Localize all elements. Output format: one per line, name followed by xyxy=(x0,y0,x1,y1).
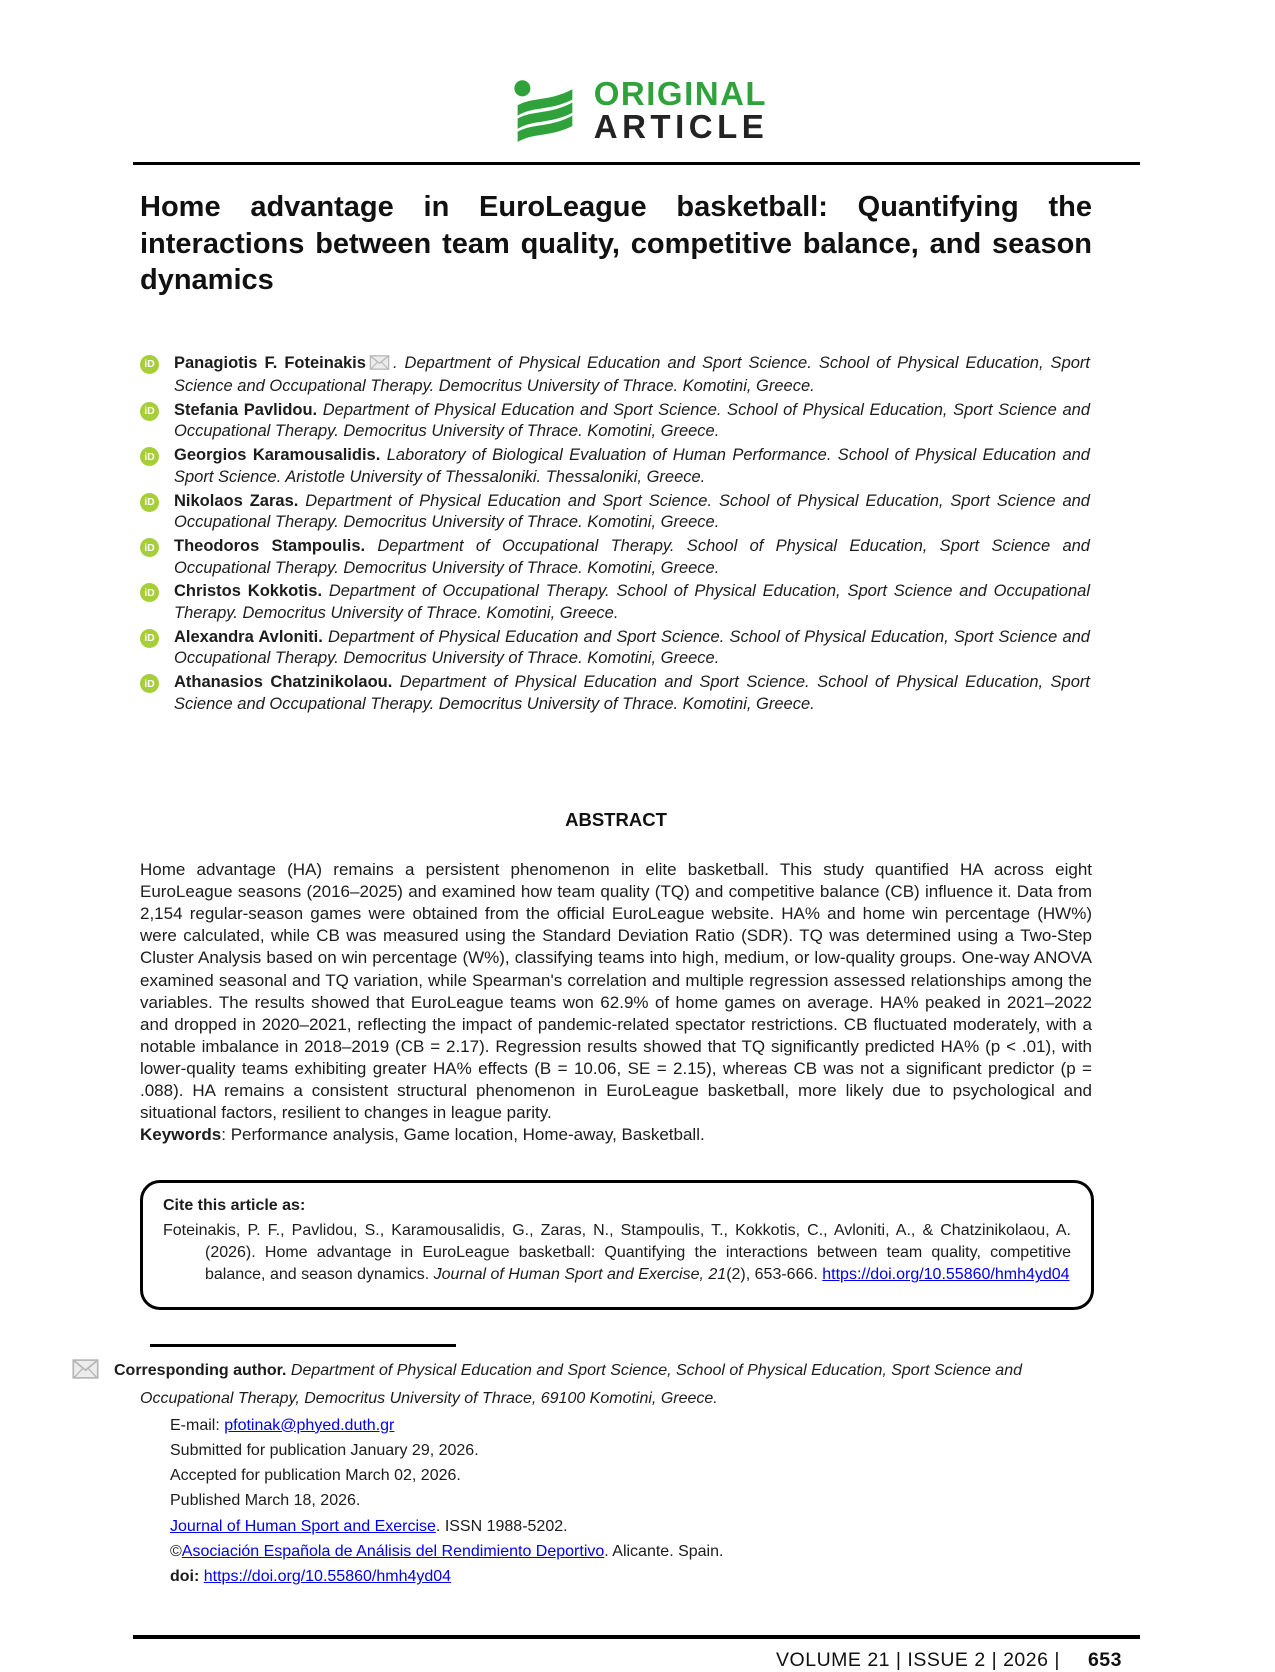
corresponding-author-line xyxy=(114,1359,1110,1411)
published-line: Published March 18, 2026. xyxy=(170,1492,361,1510)
orcid-icon[interactable]: iD xyxy=(140,674,159,693)
doi-link[interactable]: https://doi.org/10.55860/hmh4yd04 xyxy=(203,1568,452,1586)
journal-link[interactable]: Journal of Human Sport and Exercise xyxy=(170,1517,436,1535)
author-name: Panagiotis F. Foteinakis xyxy=(174,353,366,372)
orcid-icon[interactable]: iD xyxy=(140,583,159,602)
keywords-text: : Performance analysis, Game location, Home-away, Basketball. xyxy=(221,1125,705,1145)
footnote-separator xyxy=(150,1344,456,1347)
cite-box-label: Cite this article as: xyxy=(163,1197,306,1215)
author-row xyxy=(140,491,1140,534)
author-name: Stefania Pavlidou. xyxy=(174,400,318,419)
corresponding-affiliation: Department of Physical Education and Sport Science, School of Physical Education, Sport Science and Occupational Therapy, Democritus University of Thrace, 69100 Komotini, Greece. xyxy=(140,1361,1022,1407)
author-name: Georgios Karamousalidis. xyxy=(174,446,381,465)
author-entry xyxy=(174,627,1090,670)
author-affiliation: . Department of Physical Education and Sport Science. School of Physical Education, Sport Science and Occupational Therapy. Democritus University of Thrace. Komotini, Greece. xyxy=(174,353,1090,396)
author-entry xyxy=(174,400,1090,443)
page-number: 653 xyxy=(1087,1649,1122,1672)
journal-line xyxy=(170,1514,1140,1539)
author-name: Athanasios Chatzinikolaou. xyxy=(174,673,393,692)
author-row xyxy=(140,445,1140,488)
author-affiliation: Department of Physical Education and Sport Science. School of Physical Education, Sport Science and Occupational Therapy. Democritus University of Thrace. Komotini, Greece. xyxy=(174,400,1090,441)
author-entry xyxy=(174,353,1090,398)
copyright-line xyxy=(170,1539,1140,1564)
author-list xyxy=(140,353,1140,716)
author-row xyxy=(140,581,1140,624)
journal-issn: . ISSN 1988-5202. xyxy=(435,1517,568,1535)
submitted-line: Submitted for publication January 29, 2026. xyxy=(170,1441,479,1459)
abstract-heading: ABSTRACT xyxy=(565,809,667,831)
publication-details xyxy=(170,1413,1140,1590)
copyright-symbol: © xyxy=(170,1542,182,1560)
keywords-line xyxy=(140,1124,1092,1146)
author-name: Theodoros Stampoulis. xyxy=(174,537,366,556)
accepted-line: Accepted for publication March 02, 2026. xyxy=(170,1467,461,1485)
author-affiliation: Department of Physical Education and Sport Science. School of Physical Education, Sport Science and Occupational Therapy. Democritus University of Thrace. Komotini, Greece. xyxy=(174,673,1090,713)
orcid-icon[interactable]: iD xyxy=(140,538,159,557)
page-title: Home advantage in EuroLeague basketball: Quantifying the interactions between team quality, competitive balance, and season dynamics xyxy=(140,191,1092,297)
corresponding-label: Corresponding author. xyxy=(114,1361,287,1379)
author-entry xyxy=(174,581,1090,624)
author-entry xyxy=(174,536,1090,579)
orcid-icon[interactable]: iD xyxy=(140,355,159,374)
author-affiliation: Laboratory of Biological Evaluation of Human Performance. School of Physical Education and Sport Science. Aristotle University of Thessaloniki. Thessaloniki, Greece. xyxy=(174,446,1090,486)
orcid-icon[interactable]: iD xyxy=(140,493,159,512)
author-affiliation: Department of Occupational Therapy. School of Physical Education, Sport Science and Occupational Therapy. Democritus University of Thrace. Komotini, Greece. xyxy=(174,537,1090,577)
badge-line-original: ORIGINAL xyxy=(593,75,768,112)
citation-text xyxy=(163,1220,1071,1286)
author-row xyxy=(140,400,1140,443)
author-affiliation: Department of Physical Education and Sport Science. School of Physical Education, Sport Science and Occupational Therapy. Democritus University of Thrace. Komotini, Greece. xyxy=(174,627,1090,668)
volume-issue-text: VOLUME 21 | ISSUE 2 | 2026 | xyxy=(776,1649,1060,1672)
abstract-body: Home advantage (HA) remains a persistent phenomenon in elite basketball. This study quantified HA across eight EuroLeague seasons (2016–2025) and examined how team quality (TQ) and competitive balance (CB) influence it. Data from 2,154 regular-season games were obtained from the official EuroLeague website. HA% and home win percentage (HW%) were calculated, while CB was measured using the Standard Deviation Ratio (SDR). TQ was determined using a Two-Step Cluster Analysis based on win percentage (W%), classifying teams into high, medium, or low-quality groups. One-way ANOVA examined seasonal and TQ variation, while Spearman's correlation and multiple regression assessed relationships among the variables. The results showed that EuroLeague teams won 62.9% of home games on average. HA% peaked in 2021–2022 and dropped in 2020–2021, reflecting the impact of pandemic-related spectator restrictions. CB fluctuated moderately, with a notable imbalance in 2018–2019 (CB = 2.17). Regression results showed that TQ significantly predicted HA% (p < .01), with lower-quality teams exhibiting greater HA% effects (B = 10.06, SE = 2.15), whereas CB was not a significant predictor (p = .088). HA remains a consistent structural phenomenon in EuroLeague basketball, more likely due to psychological and situational factors, resilient to changes in league parity. xyxy=(140,860,1092,1123)
citation-pages: (2), 653-666. xyxy=(726,1266,823,1284)
orcid-icon[interactable]: iD xyxy=(140,629,159,648)
orcid-icon[interactable]: iD xyxy=(140,402,159,421)
author-affiliation: Department of Occupational Therapy. School of Physical Education, Sport Science and Occupational Therapy. Democritus University of Thrace. Komotini, Greece. xyxy=(174,582,1090,622)
association-location: . Alicante. Spain. xyxy=(604,1542,724,1560)
email-line xyxy=(170,1413,1140,1438)
author-name: Nikolaos Zaras. xyxy=(174,491,299,510)
doi-label: doi: xyxy=(170,1568,204,1586)
orcid-icon[interactable]: iD xyxy=(140,447,159,466)
journal-badge xyxy=(140,70,1140,150)
journal-logo-icon xyxy=(512,77,578,143)
keywords-label: Keywords xyxy=(140,1125,222,1145)
journal-badge-wordmark xyxy=(594,77,769,143)
cite-box xyxy=(140,1180,1094,1309)
badge-line-article: ARTICLE xyxy=(593,108,769,145)
citation-doi-link[interactable]: https://doi.org/10.55860/hmh4yd04 xyxy=(822,1266,1070,1284)
email-label: E-mail: xyxy=(170,1416,225,1434)
email-envelope-icon[interactable] xyxy=(369,355,390,376)
doi-line xyxy=(170,1564,1140,1589)
footer-rule xyxy=(133,1635,1140,1639)
association-link[interactable]: Asociación Española de Análisis del Rendimiento Deportivo xyxy=(181,1542,605,1560)
author-row xyxy=(140,627,1140,670)
header-rule xyxy=(133,162,1140,165)
author-row xyxy=(140,536,1140,579)
email-link[interactable]: pfotinak@phyed.duth.gr xyxy=(224,1416,395,1434)
author-name: Christos Kokkotis. xyxy=(174,582,323,601)
author-entry xyxy=(174,491,1090,534)
citation-journal: Journal of Human Sport and Exercise, 21 xyxy=(433,1266,727,1284)
author-entry xyxy=(174,672,1090,715)
author-entry xyxy=(174,445,1090,488)
author-row xyxy=(140,353,1140,398)
citation-authors: Foteinakis, P. F., Pavlidou, S., Karamousalidis, G., Zaras, N., Stampoulis, T., Kokkotis, C., Avloniti, A., & Chatzinikolaou, A. (2026). Home advantage in EuroLeague basketball: Quantifying the interactions between team quality, competitive balance, and season dynamics. xyxy=(163,1222,1071,1284)
author-affiliation: Department of Physical Education and Sport Science. School of Physical Education, Sport Science and Occupational Therapy. Democritus University of Thrace. Komotini, Greece. xyxy=(174,491,1090,532)
footer-volume-line xyxy=(140,1649,1122,1672)
author-name: Alexandra Avloniti. xyxy=(174,627,323,646)
author-row xyxy=(140,672,1140,715)
